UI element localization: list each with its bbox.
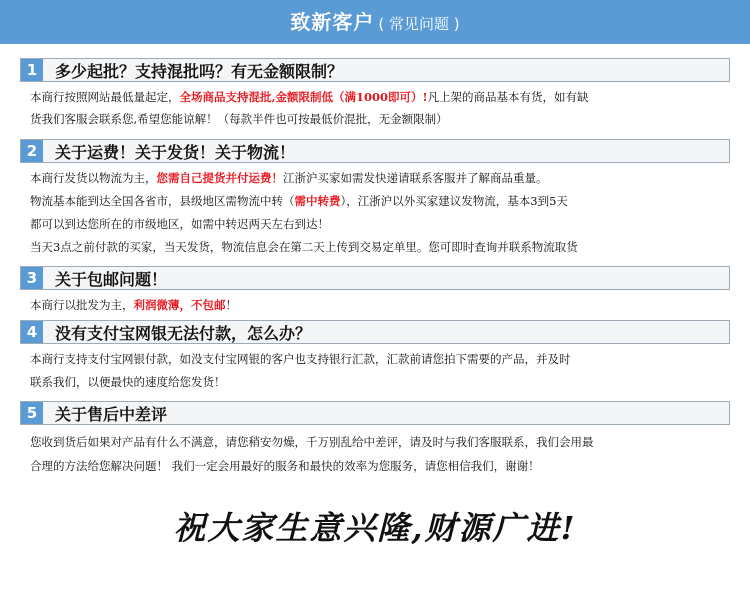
faq-section-1	[20, 58, 730, 126]
answer-text: 凡上架的商品基本有货，如有缺	[427, 90, 589, 104]
answer-text: 都可以到达您所在的市级地区，如需中转迟两天左右到达！	[30, 217, 329, 231]
answer-text: 联系我们，以便最快的速度给您发货！	[30, 375, 226, 389]
answer-line	[20, 352, 730, 366]
answer-line	[20, 112, 730, 126]
answer-highlight: 全场商品支持混批,金额限制低（满1000即可）!	[179, 90, 428, 104]
banner-title: 致新客户	[290, 10, 375, 34]
answer-text: ！	[225, 298, 237, 312]
answer-line	[20, 435, 730, 449]
faq-question-header	[20, 266, 730, 290]
answer-text: 本商行发货以物流为主，	[30, 171, 157, 185]
question-text: 没有支付宝网银无法付款，怎么办？	[55, 323, 312, 343]
answer-text: 本商行以批发为主，	[30, 298, 134, 312]
question-number: 1	[21, 59, 43, 81]
answer-text: 物流基本能到达全国各省市，县级地区需物流中转（	[30, 194, 295, 208]
question-number: 4	[21, 321, 43, 343]
faq-section-4	[20, 320, 730, 389]
answer-text: ），江浙沪以外买家建议发物流，基本3到5天	[340, 194, 568, 208]
question-number: 5	[21, 402, 43, 424]
answer-line	[20, 375, 730, 389]
faq-question-header	[20, 58, 730, 82]
answer-highlight: 利润微薄，不包邮	[133, 298, 226, 312]
faq-section-5	[20, 401, 730, 473]
banner-subtitle: ( 常见问题 )	[378, 15, 460, 33]
answer-text: 本商行按照网站最低量起定，	[30, 90, 180, 104]
question-text: 关于包邮问题！	[55, 269, 168, 289]
faq-section-3	[20, 266, 730, 312]
answer-highlight: 需中转费	[294, 194, 341, 208]
answer-line	[20, 240, 730, 254]
faq-question-header	[20, 139, 730, 163]
question-text: 关于运费！关于发货！关于物流！	[55, 142, 296, 162]
answer-line	[20, 459, 730, 473]
question-number: 3	[21, 267, 43, 289]
answer-text: 江浙沪买家如需发快递请联系客服并了解商品重量。	[283, 171, 548, 185]
faq-section-2	[20, 139, 730, 254]
answer-line	[20, 217, 730, 231]
closing-slogan: 祝大家生意兴隆,财源广进!	[173, 509, 577, 547]
question-number: 2	[21, 140, 43, 162]
answer-line	[20, 298, 730, 312]
header-banner	[0, 0, 750, 44]
question-text: 多少起批？支持混批吗？有无金额限制？	[55, 61, 344, 81]
answer-line	[20, 171, 730, 185]
answer-text: 货我们客服会联系您,希望您能谅解！（每款半件也可按最低价混批，无金额限制）	[30, 112, 448, 126]
answer-highlight: 您需自己提货并付运费！	[156, 171, 283, 185]
answer-text: 当天3点之前付款的买家，当天发货，物流信息会在第二天上传到交易定单里。您可即时查询并联系物流取货	[30, 240, 578, 254]
answer-line	[20, 194, 730, 208]
answer-text: 合理的方法给您解决问题！ 我们一定会用最好的服务和最快的效率为您服务，请您相信我们，谢谢！	[30, 459, 540, 473]
faq-question-header	[20, 320, 730, 344]
answer-line	[20, 90, 730, 104]
question-text: 关于售后中差评	[55, 404, 168, 424]
faq-question-header	[20, 401, 730, 425]
answer-text: 您收到货后如果对产品有什么不满意，请您稍安勿燥，千万别乱给中差评，请及时与我们客服联系，我们会用最	[30, 435, 594, 449]
answer-text: 本商行支持支付宝网银付款，如没支付宝网银的客户也支持银行汇款，汇款前请您拍下需要的产品，并及时	[30, 352, 571, 366]
